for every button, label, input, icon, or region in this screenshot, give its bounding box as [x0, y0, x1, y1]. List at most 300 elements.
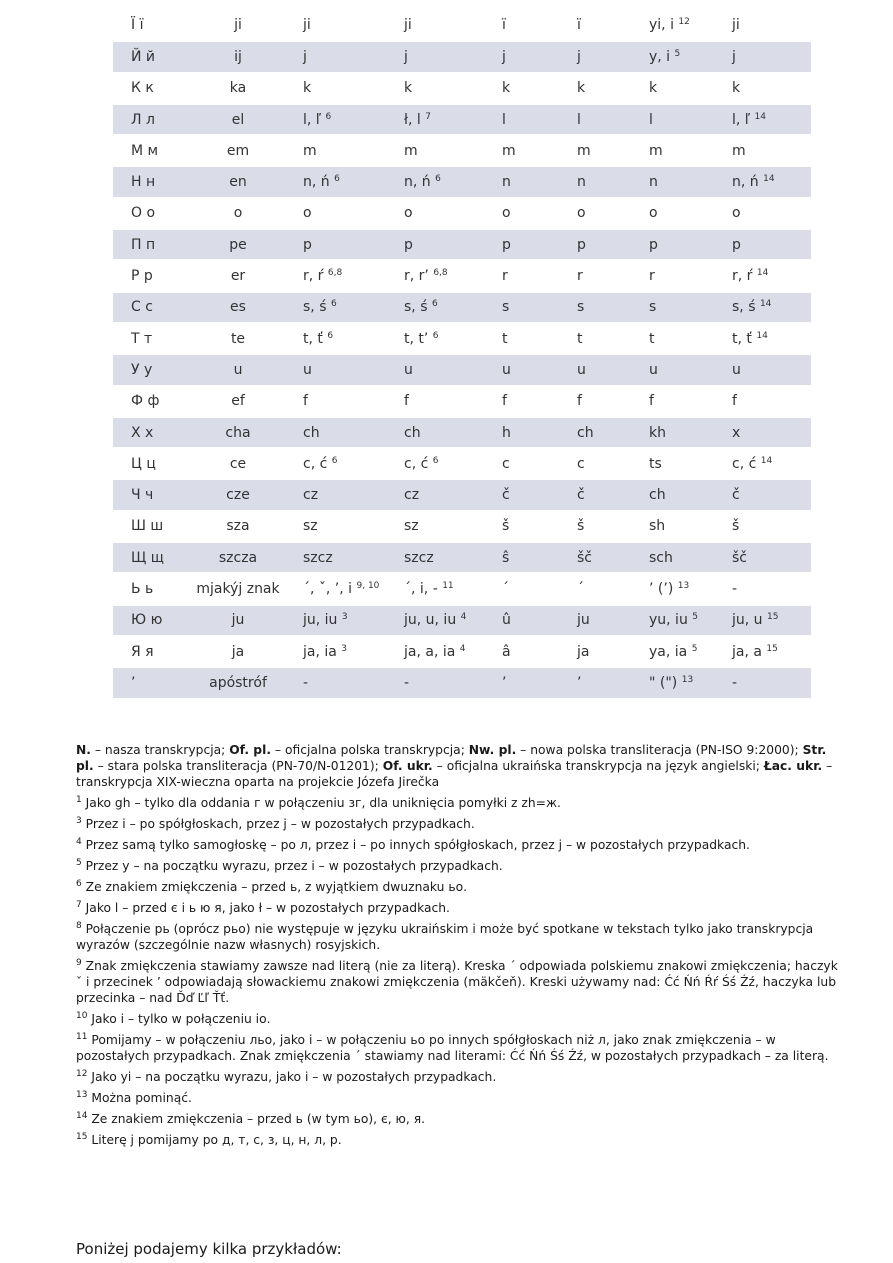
cell-text: О о	[131, 205, 156, 222]
cell-text: Х х	[131, 424, 154, 441]
cell-text: c	[502, 455, 510, 472]
transliteration-cell	[496, 542, 571, 573]
transliteration-cell	[726, 166, 811, 197]
transliteration-cell	[496, 41, 571, 72]
table-row	[113, 573, 811, 604]
transliteration-cell	[496, 636, 571, 667]
transliteration-cell	[643, 73, 726, 104]
cell-text: cz	[404, 487, 420, 504]
transliteration-cell	[726, 10, 811, 41]
transliteration-cell	[643, 448, 726, 479]
table-row	[113, 292, 811, 323]
abbreviation-definition: – nasza transkrypcja;	[90, 743, 230, 757]
cell-text: ju	[231, 612, 245, 629]
cell-text: r	[577, 268, 583, 285]
transliteration-cell	[726, 542, 811, 573]
cyrillic-letter-cell	[113, 260, 179, 291]
transliteration-cell	[571, 229, 643, 260]
cell-text: ja, a	[732, 643, 762, 660]
transliteration-cell	[398, 511, 496, 542]
transliteration-cell	[179, 542, 297, 573]
transliteration-cell	[726, 323, 811, 354]
cyrillic-letter-cell	[113, 542, 179, 573]
footnote-text: Przez y – na początku wyrazu, przez i – w pozostałych przypadkach.	[85, 859, 503, 873]
transliteration-cell	[643, 198, 726, 229]
legend	[76, 742, 846, 1153]
table-row	[113, 104, 811, 135]
cell-text: Р р	[131, 268, 153, 285]
transliteration-cell	[571, 667, 643, 698]
cyrillic-letter-cell	[113, 10, 179, 41]
transliteration-cell	[297, 605, 398, 636]
cell-text: f	[502, 393, 507, 410]
cell-text: t, ť	[732, 330, 752, 347]
cell-text: f	[577, 393, 582, 410]
footnote-ref: 6,8	[433, 268, 448, 279]
abbreviation-definition: – transkrypcja XIX-wieczna oparta na projekcie Józefa Jirečka	[76, 759, 833, 789]
transliteration-cell	[297, 636, 398, 667]
transliteration-cell	[726, 73, 811, 104]
cell-text: ´	[577, 580, 584, 597]
cell-text: ´, i, -	[404, 580, 438, 597]
footnote-number: 1	[76, 795, 82, 805]
cell-text: -	[732, 674, 738, 691]
abbreviation-definition: – oficjalna polska transkrypcja;	[271, 743, 469, 757]
transliteration-cell	[179, 448, 297, 479]
footnote-ref: 14	[754, 111, 766, 122]
cell-text: Й й	[131, 48, 156, 65]
cell-text: ’	[577, 674, 582, 691]
cell-text: t	[502, 330, 508, 347]
cell-text: â	[502, 643, 511, 660]
footnote-number: 15	[76, 1132, 88, 1142]
transliteration-cell	[179, 605, 297, 636]
cell-text: o	[502, 205, 511, 222]
cell-text: n, ń	[732, 174, 759, 191]
transliteration-cell	[297, 229, 398, 260]
cell-text: r, ŕ	[303, 268, 324, 285]
cell-text: u	[303, 361, 312, 378]
cell-text: šč	[732, 549, 747, 566]
transliteration-cell	[297, 260, 398, 291]
cell-text: r, ŕ	[732, 268, 753, 285]
transliteration-cell	[571, 542, 643, 573]
transliteration-cell	[643, 573, 726, 604]
transliteration-cell	[398, 135, 496, 166]
cell-text: -	[303, 674, 309, 691]
transliteration-cell	[297, 417, 398, 448]
cell-text: szcz	[303, 549, 333, 566]
footnote-ref: 6	[435, 174, 441, 185]
cyrillic-letter-cell	[113, 41, 179, 72]
footnote-text: Literę j pomijamy po д, т, с, з, ц, н, л, р.	[91, 1133, 342, 1147]
transliteration-cell	[643, 605, 726, 636]
footnote	[76, 1090, 846, 1106]
cell-text: ya, ia	[649, 643, 688, 660]
footnote-text: Przez i – po spółgłoskach, przez j – w pozostałych przypadkach.	[85, 817, 475, 831]
cell-text: ja, a, ia	[404, 643, 456, 660]
cell-text: j	[303, 48, 307, 65]
footnote-ref: 4	[460, 612, 467, 623]
cell-text: cha	[225, 424, 251, 441]
transliteration-cell	[179, 198, 297, 229]
footnote-ref: 6	[327, 330, 334, 341]
transliteration-cell	[398, 542, 496, 573]
cell-text: ’	[502, 674, 507, 691]
cell-text: f	[732, 393, 737, 410]
cyrillic-letter-cell	[113, 573, 179, 604]
cell-text: šč	[577, 549, 592, 566]
transliteration-cell	[297, 323, 398, 354]
transliteration-cell	[571, 166, 643, 197]
abbreviation-definition: – oficjalna ukraińska transkrypcja na język angielski;	[432, 759, 764, 773]
cell-text: Ї ї	[131, 17, 144, 34]
cell-text: ŝ	[502, 549, 510, 566]
transliteration-cell	[643, 511, 726, 542]
cell-text: r, r’	[404, 268, 429, 285]
transliteration-cell	[179, 229, 297, 260]
cell-text: n, ń	[404, 174, 431, 191]
transliteration-cell	[398, 73, 496, 104]
cell-text: en	[229, 174, 247, 191]
cell-text: m	[303, 142, 317, 159]
transliteration-cell	[398, 479, 496, 510]
transliteration-cell	[496, 135, 571, 166]
cell-text: f	[303, 393, 308, 410]
cell-text: ’	[131, 674, 136, 691]
footnote	[76, 795, 846, 811]
transliteration-cell	[297, 573, 398, 604]
transliteration-cell	[398, 10, 496, 41]
cell-text: m	[404, 142, 418, 159]
cyrillic-letter-cell	[113, 166, 179, 197]
table-row	[113, 260, 811, 291]
footnote-ref: 6	[325, 111, 332, 122]
transliteration-cell	[398, 260, 496, 291]
cell-text: -	[732, 580, 738, 597]
cell-text: c	[577, 455, 585, 472]
cyrillic-letter-cell	[113, 511, 179, 542]
abbreviation-term: Nw. pl.	[468, 743, 517, 757]
footnote-ref: 3	[341, 612, 348, 623]
transliteration-cell	[297, 354, 398, 385]
cell-text: kh	[649, 424, 666, 441]
cell-text: ka	[229, 80, 247, 97]
transliteration-table	[113, 10, 811, 700]
footnote-ref: 5	[674, 48, 681, 59]
cell-text: ju, u, iu	[404, 612, 457, 629]
table-row	[113, 135, 811, 166]
cell-text: l, ľ	[732, 111, 751, 128]
footnote-ref: 15	[767, 612, 779, 623]
transliteration-cell	[571, 479, 643, 510]
transliteration-cell	[398, 667, 496, 698]
footnote-number: 12	[76, 1069, 88, 1079]
cell-text: o	[732, 205, 741, 222]
transliteration-cell	[496, 10, 571, 41]
cell-text: -	[404, 674, 410, 691]
cell-text: r	[649, 268, 655, 285]
transliteration-cell	[496, 292, 571, 323]
cell-text: s	[502, 299, 510, 316]
transliteration-cell	[179, 417, 297, 448]
cyrillic-letter-cell	[113, 229, 179, 260]
cell-text: ch	[649, 487, 666, 504]
table-row	[113, 417, 811, 448]
transliteration-cell	[496, 354, 571, 385]
cell-text: Ф ф	[131, 393, 160, 410]
footnote-ref: 5	[691, 643, 698, 654]
footnote-ref: 14	[759, 299, 772, 310]
cell-text: k	[404, 80, 413, 97]
cell-text: m	[502, 142, 516, 159]
transliteration-cell	[726, 667, 811, 698]
transliteration-cell	[643, 667, 726, 698]
cell-text: cze	[226, 487, 250, 504]
cell-text: ї	[577, 17, 581, 34]
footnote	[76, 900, 846, 916]
cell-text: П п	[131, 236, 156, 253]
transliteration-cell	[643, 10, 726, 41]
footnote-ref: 14	[760, 455, 773, 466]
footnote-number: 6	[76, 879, 82, 889]
transliteration-cell	[571, 73, 643, 104]
cell-text: j	[732, 48, 736, 65]
transliteration-cell	[398, 448, 496, 479]
cell-text: sza	[226, 518, 250, 535]
cell-text: el	[231, 111, 245, 128]
cyrillic-letter-cell	[113, 448, 179, 479]
cell-text: Н н	[131, 174, 156, 191]
cell-text: š	[732, 518, 740, 535]
cell-text: ’ (’)	[649, 580, 674, 597]
transliteration-cell	[398, 386, 496, 417]
cell-text: p	[404, 236, 413, 253]
transliteration-cell	[398, 354, 496, 385]
cyrillic-letter-cell	[113, 636, 179, 667]
cell-text: p	[732, 236, 741, 253]
footnote-text: Można pominąć.	[91, 1091, 192, 1105]
cyrillic-letter-cell	[113, 667, 179, 698]
transliteration-cell	[398, 605, 496, 636]
cell-text: s, ś	[303, 299, 327, 316]
cell-text: szcz	[404, 549, 434, 566]
cell-text: u	[732, 361, 741, 378]
abbreviation-term: Of. pl.	[229, 743, 271, 757]
cell-text: ij	[234, 48, 242, 65]
transliteration-cell	[297, 41, 398, 72]
transliteration-cell	[496, 198, 571, 229]
transliteration-cell	[496, 667, 571, 698]
cell-text: k	[649, 80, 658, 97]
transliteration-cell	[179, 135, 297, 166]
cell-text: apóstróf	[209, 674, 267, 691]
footnote-text: Połączenie рь (oprócz рьо) nie występuje w języku ukraińskim i może być spotkane w tekstach tylko jako transkrypcja wyrazów (szczególnie nazw własnych) rosyjskich.	[76, 922, 814, 952]
cyrillic-letter-cell	[113, 323, 179, 354]
cell-text: У у	[131, 361, 153, 378]
table-row	[113, 323, 811, 354]
transliteration-cell	[726, 417, 811, 448]
cell-text: sh	[649, 518, 666, 535]
footnote-number: 14	[76, 1111, 88, 1121]
cell-text: ef	[231, 393, 245, 410]
transliteration-cell	[297, 479, 398, 510]
cell-text: ł, l	[404, 111, 421, 128]
table-row	[113, 636, 811, 667]
footnote-text: Ze znakiem zmiękczenia – przed ь, z wyjątkiem dwuznaku ьо.	[85, 880, 468, 894]
transliteration-cell	[297, 667, 398, 698]
table-row	[113, 354, 811, 385]
cell-text: sz	[303, 518, 318, 535]
transliteration-cell	[398, 41, 496, 72]
transliteration-cell	[398, 323, 496, 354]
transliteration-cell	[179, 166, 297, 197]
cell-text: te	[230, 330, 246, 347]
cell-text: sch	[649, 549, 673, 566]
cell-text: s, ś	[732, 299, 756, 316]
transliteration-cell	[496, 323, 571, 354]
cell-text: o	[303, 205, 312, 222]
cell-text: " (")	[649, 674, 678, 691]
transliteration-cell	[571, 135, 643, 166]
footnote	[76, 958, 846, 1006]
transliteration-cell	[726, 354, 811, 385]
footnote-ref: 9, 10	[356, 580, 380, 591]
transliteration-cell	[179, 667, 297, 698]
footnote	[76, 837, 846, 853]
cell-text: К к	[131, 80, 154, 97]
cell-text: k	[577, 80, 586, 97]
cell-text: t, t’	[404, 330, 429, 347]
cell-text: Ц ц	[131, 455, 156, 472]
footnote-ref: 6,8	[327, 268, 343, 279]
table-row	[113, 229, 811, 260]
footnote	[76, 1132, 846, 1148]
cell-text: u	[404, 361, 413, 378]
footnote-text: Pomijamy – w połączeniu льо, jako i – w połączeniu ьо po innych spółgłoskach niż л, jako znak zmiękczenia – w pozostałych przypadkach. Znak zmiękczenia ´ stawiamy nad literami: Ćć Ńń Śś Źź, w pozostałych przypadkach – za literą.	[76, 1033, 829, 1063]
cell-text: pe	[229, 236, 247, 253]
transliteration-cell	[398, 198, 496, 229]
transliteration-cell	[726, 479, 811, 510]
transliteration-cell	[571, 511, 643, 542]
transliteration-cell	[297, 542, 398, 573]
transliteration-cell	[643, 479, 726, 510]
transliteration-cell	[297, 386, 398, 417]
table-row	[113, 386, 811, 417]
cell-text: ja	[231, 643, 245, 660]
transliteration-cell	[571, 10, 643, 41]
transliteration-cell	[179, 323, 297, 354]
transliteration-cell	[297, 104, 398, 135]
cell-text: em	[226, 142, 250, 159]
cell-text: ce	[229, 455, 247, 472]
cell-text: С с	[131, 299, 153, 316]
footnote-text: Jako yi – na początku wyrazu, jako i – w pozostałych przypadkach.	[91, 1070, 497, 1084]
transliteration-cell	[571, 354, 643, 385]
footnote-ref: 3	[341, 643, 348, 654]
cell-text: Щ щ	[131, 549, 164, 566]
transliteration-cell	[571, 636, 643, 667]
abbreviation-term: Łac. ukr.	[763, 759, 823, 773]
footnote-ref: 14	[756, 268, 769, 279]
abbreviation-term: Str. pl.	[76, 743, 827, 773]
cell-text: Л л	[131, 111, 155, 128]
footnote-ref: 6	[334, 174, 340, 185]
cell-text: s	[649, 299, 657, 316]
transliteration-cell	[726, 448, 811, 479]
footnote-text: Znak zmiękczenia stawiamy zawsze nad literą (nie za literą). Kreska ´ odpowiada polskiemu znakowi zmiękczenia; haczyk ˇ i przecinek ’ odpowiadają słowackiemu znakowi zmiękczenia (mäkčeň). Kreski używamy nad: Ćć Ńń Ŕŕ Śś Źź, haczyka lub przecinka – nad Ďď Ľľ Ťť.	[76, 959, 838, 1005]
cyrillic-letter-cell	[113, 73, 179, 104]
cell-text: Я я	[131, 643, 154, 660]
transliteration-cell	[643, 229, 726, 260]
footnote-number: 3	[76, 816, 82, 826]
cyrillic-letter-cell	[113, 417, 179, 448]
footnote-ref: 6	[432, 330, 439, 341]
footnote-ref: 14	[756, 330, 768, 341]
cell-text: Ь ь	[131, 580, 154, 597]
transliteration-cell	[643, 417, 726, 448]
cell-text: o	[404, 205, 413, 222]
cell-text: es	[230, 299, 246, 316]
transliteration-cell	[179, 573, 297, 604]
transliteration-cell	[726, 135, 811, 166]
transliteration-cell	[297, 448, 398, 479]
abbreviation-term: Of. ukr.	[382, 759, 433, 773]
footnote-number: 4	[76, 837, 82, 847]
transliteration-cell	[571, 260, 643, 291]
cell-text: ch	[577, 424, 594, 441]
cell-text: ju, iu	[303, 612, 338, 629]
table-row	[113, 10, 811, 41]
footnote-ref: 14	[763, 174, 775, 185]
footnote	[76, 1111, 846, 1127]
footnote-ref: 6	[431, 299, 438, 310]
cell-text: f	[404, 393, 409, 410]
cell-text: ji	[732, 17, 740, 34]
transliteration-cell	[726, 386, 811, 417]
cell-text: szcza	[218, 549, 258, 566]
cell-text: t	[577, 330, 583, 347]
footnote-ref: 15	[766, 643, 778, 654]
transliteration-cell	[179, 636, 297, 667]
cell-text: М м	[131, 142, 159, 159]
transliteration-cell	[726, 511, 811, 542]
transliteration-cell	[297, 73, 398, 104]
footnote-text: Jako gh – tylko dla oddania г w połączeniu зг, dla uniknięcia pomyłki z zh=ж.	[85, 796, 561, 810]
footnote-number: 13	[76, 1090, 88, 1100]
cell-text: o	[577, 205, 586, 222]
transliteration-cell	[398, 417, 496, 448]
transliteration-cell	[726, 292, 811, 323]
cell-text: č	[732, 487, 740, 504]
transliteration-cell	[643, 135, 726, 166]
transliteration-cell	[398, 166, 496, 197]
transliteration-cell	[726, 260, 811, 291]
transliteration-cell	[179, 41, 297, 72]
footnote-number: 11	[76, 1032, 88, 1042]
cell-text: m	[649, 142, 663, 159]
transliteration-cell	[297, 511, 398, 542]
transliteration-cell	[179, 104, 297, 135]
cell-text: ji	[234, 17, 242, 34]
cell-text: t	[649, 330, 655, 347]
cell-text: c, ć	[732, 455, 757, 472]
transliteration-cell	[496, 417, 571, 448]
table-row	[113, 605, 811, 636]
transliteration-cell	[571, 323, 643, 354]
footnote-ref: 7	[425, 111, 431, 122]
transliteration-cell	[297, 292, 398, 323]
